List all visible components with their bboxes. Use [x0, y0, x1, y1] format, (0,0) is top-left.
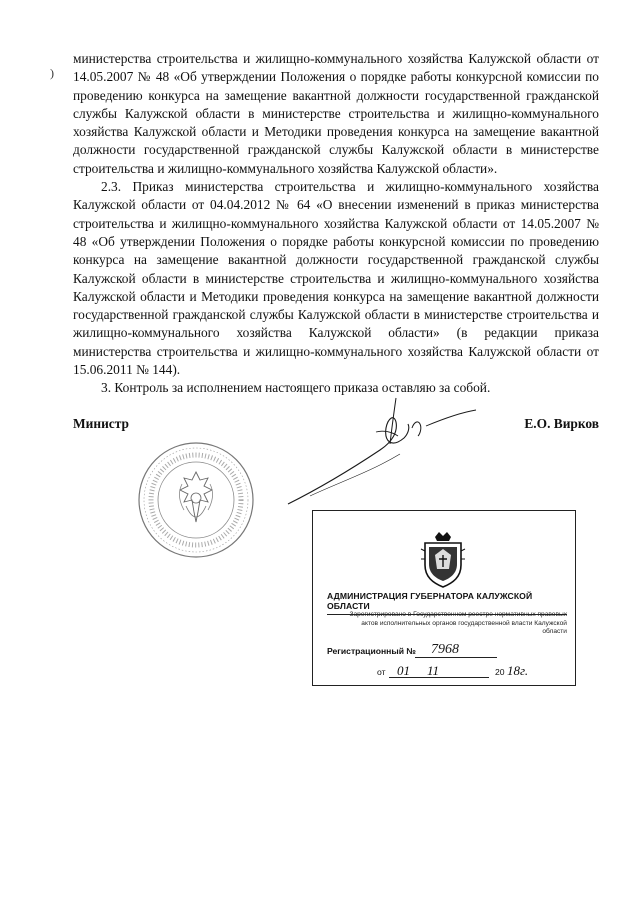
- date-month-value: 11: [427, 663, 440, 678]
- date-year-prefix: [495, 667, 505, 677]
- coat-of-arms-icon: [419, 529, 467, 589]
- date-year-value: [507, 663, 528, 679]
- stamp-date-row: [327, 663, 567, 679]
- registration-number-label: Регистрационный №: [327, 646, 416, 656]
- paragraph-item-3: 3. Контроль за исполнением настоящего приказа оставляю за собой.: [101, 380, 491, 396]
- date-day-value: 01: [397, 663, 410, 678]
- date-year-century: 20: [495, 667, 505, 677]
- date-prefix: от: [377, 667, 386, 677]
- date-year-suffix: г.: [520, 663, 529, 678]
- registration-stamp: [312, 510, 576, 686]
- paragraph-continuation: министерства строительства и жилищно-коммунального хозяйства Калужской области от 14.05.2007 № 48 «Об утверждении Положения о порядке работы конкурсной комиссии по проведению конкурса на замещение вакантной должности государственной гражданской службы Калужской области в министерстве строительства и жилищно-коммунального хозяйства Калужской области и Методики проведения конкурса на замещение вакантной должности государственной гражданской службы Калужской области в министерстве строительства и жилищно-коммунального хозяйства Калужской области».: [73, 51, 599, 176]
- handwritten-signature-icon: [280, 392, 480, 508]
- paragraph-item-2-3: 2.3. Приказ министерства строительства и жилищно-коммунального хозяйства Калужской области от 04.04.2012 № 64 «О внесении изменений в приказ министерства строительства и жилищно-коммунального хозяйства Калужской области от 14.05.2007 № 48 «Об утверждении Положения о порядке работы конкурсной комиссии по проведению конкурса на замещение вакантной должности государственной гражданской службы Калужской области в министерстве строительства и жилищно-коммунального хозяйства Калужской области и Методики проведения конкурса на замещение вакантной должности государственной гражданской службы Калужской области в министерстве строительства и жилищно-коммунального хозяйства Калужской области» (в редакции приказа министерства строительства и жилищно-коммунального хозяйства Калужской области от 15.06.2011 № 144).: [73, 179, 599, 378]
- date-year-handwritten: 18: [507, 663, 520, 678]
- margin-mark: ): [50, 66, 54, 80]
- registration-number-value: 7968: [431, 642, 459, 657]
- signatory-title: Министр: [73, 416, 129, 431]
- stamp-registration-number-row: [327, 642, 567, 661]
- official-seal-icon: [136, 440, 256, 560]
- document-body: [73, 50, 599, 398]
- stamp-registration-note: Зарегистрировано в Государственном реестре нормативных правовых актов исполнительных органов государственной власти Калужской области: [349, 611, 567, 636]
- signatory-name: Е.О. Вирков: [524, 416, 599, 431]
- stamp-header: АДМИНИСТРАЦИЯ ГУБЕРНАТОРА КАЛУЖСКОЙ ОБЛАСТИ: [327, 591, 567, 615]
